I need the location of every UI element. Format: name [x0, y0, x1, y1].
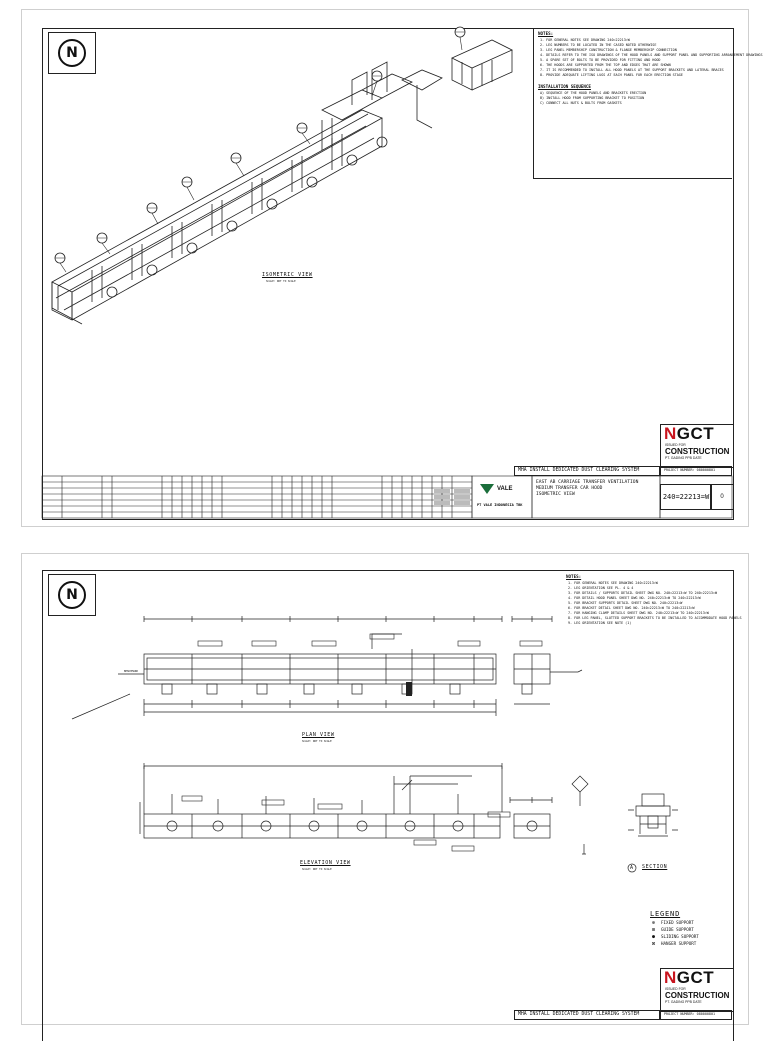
note-item: 1. FOR GENERAL NOTES SEE DRAWING 240=22213=W	[540, 38, 630, 42]
note-item: 2. LEG ORIENTATION SEE PL. 4 & 4	[568, 586, 634, 590]
legend-item: ⊞ GUIDE SUPPORT	[651, 926, 694, 933]
plan-view-label: PLAN VIEW	[302, 732, 335, 738]
issued-for-label: ISSUED FOR	[665, 443, 686, 447]
legend-heading: LEGEND	[650, 910, 681, 918]
vale-logo-icon	[480, 484, 494, 494]
note-item: 1. FOR GENERAL NOTES SEE DRAWING 240=22213=W	[568, 581, 658, 585]
fixed-support-icon: ⊕	[651, 919, 655, 926]
note-item: 9. LEG ORIENTATION SEE NOTE (1)	[568, 621, 632, 625]
sequence-item: C) CONNECT ALL NUTS & BOLTS FROM GASKETS	[540, 101, 622, 105]
drawing-number: 240=22213=W	[660, 484, 712, 510]
note-item: 7. FOR HANGING CLAMP DETAILS SHEET DWG NO. 240=22213=W TO 240=22213=W	[568, 611, 709, 615]
sequence-item: A) SEQUENCE OF THE HOOD PANELS AND BRACKETS ERECTION	[540, 91, 647, 95]
description-line: ISOMETRIC VIEW	[536, 492, 575, 497]
note-item: 3. LEG PANEL MEMBERSHIP CONSTRUCTION & FLANGE MEMBERSHIP CONNECTION	[540, 48, 677, 52]
project-title: MHA INSTALL DEDICATED DUST CLEARING SYSTEM	[514, 466, 660, 476]
project-number: PROJECT NUMBER: 080000801	[660, 1010, 732, 1020]
note-item: 5. A SPARE SET OF BOLTS TO BE PROVIDED FOR FITTING AND HOOD	[540, 58, 661, 62]
guide-support-icon: ⊞	[651, 926, 655, 933]
support-legend	[650, 910, 740, 947]
hanger-support-icon: ⊠	[651, 940, 655, 947]
sequence-item: B) INSTALL HOOD FROM SUPPORTING BRACKET TO POSITION	[540, 96, 645, 100]
note-item: 4. DETAILS REFER TO THE ISO DRAWINGS OF THE HOOD PANELS AND SUPPORT PANEL AND SUPPORTING ARRANGEMENT DRAWINGS	[540, 53, 763, 57]
note-item: 8. PROVIDE ADEQUATE LIFTING LUGS AT EACH PANEL FOR EACH ERECTION STAGE	[540, 73, 683, 77]
legend-item: ⊕ FIXED SUPPORT	[651, 919, 694, 926]
signature-line: PT. GADING PPB DATE	[665, 1000, 702, 1004]
note-item: 6. FOR BRACKET DETAIL SHEET DWG NO. 240=22213=W TO 240=22213=W	[568, 606, 695, 610]
elevation-view-drawing	[22, 554, 748, 1024]
section-marker: A	[630, 865, 634, 871]
note-item: 3. FOR DETAILS / SUPPORTS DETAIL SHEET DWG NO. 240=22213=W TO 240=22213=W	[568, 591, 718, 595]
scale-label: SCALE: NOT TO SCALE	[302, 868, 332, 871]
section-view-label: SECTION	[642, 864, 668, 870]
revision-number: 0	[710, 484, 734, 510]
note-item: 2. LEG NUMBERS TO BE LOCATED IN THE CASED NOTED OTHERWISE	[540, 43, 657, 47]
north-arrow-icon: N	[58, 39, 86, 67]
gct-construction-stamp	[660, 968, 734, 1012]
description-line: EAST AB CARRIAGE TRANSFER VENTILATION	[536, 480, 639, 485]
elevation-view-label: ELEVATION VIEW	[300, 860, 351, 866]
installation-sequence-heading: INSTALLATION SEQUENCE	[538, 84, 591, 89]
signature-line: PT. GADING PPB DATE	[665, 456, 702, 460]
notes-heading: NOTES:	[538, 31, 554, 36]
project-number: PROJECT NUMBER: 080000801	[660, 466, 732, 476]
drawing-sheet-isometric	[22, 10, 763, 526]
legend-item: ⊠ HANGER SUPPORT	[651, 940, 697, 947]
description-line: MEDIUM TRANSFER CAR HOOD	[536, 486, 603, 491]
project-title: MHA INSTALL DEDICATED DUST CLEARING SYSTEM	[514, 1010, 660, 1020]
issued-for-label: ISSUED FOR	[665, 987, 686, 991]
note-item: 8. FOR LEG PANEL, SLOTTED SUPPORT BRACKETS TO BE INSTALLED TO ACCOMMODATE HOOD PANELS	[568, 616, 742, 620]
drawing-sheet-plan-elevation	[22, 554, 748, 1024]
construction-label: CONSTRUCTION	[665, 991, 730, 1000]
gct-logo: NGCT	[664, 968, 715, 987]
legend-item: ● SLIDING SUPPORT	[651, 933, 699, 940]
scale-label: SCALE: NOT TO SCALE	[266, 280, 296, 283]
sliding-support-icon: ●	[651, 933, 655, 940]
drawing-description	[536, 480, 638, 498]
isometric-view-label: ISOMETRIC VIEW	[262, 272, 313, 278]
gct-logo: NGCT	[664, 424, 715, 443]
north-arrow-icon: N	[58, 581, 86, 609]
construction-label: CONSTRUCTION	[665, 447, 730, 456]
benchmark-label: BENCHMARK	[124, 670, 139, 673]
note-item: 6. THE HOODS ARE SUPPORTED FROM THE TOP AND EDGES THAT ARE SHOWN	[540, 63, 671, 67]
notes-heading: NOTES:	[566, 574, 582, 579]
note-item: 5. FOR BRACKET SUPPORTS DETAIL SHEET DWG NO. 240=22213=W	[568, 601, 683, 605]
note-item: 7. IT IS RECOMMENDED TO INSTALL ALL HOOD PANELS AT THE SUPPORT BRACKETS AND LATERAL BRACES	[540, 68, 724, 72]
note-item: 4. FOR DETAIL HOOD PANEL SHEET DWG NO. 240=22213=W TO 240=22213=W	[568, 596, 701, 600]
revision-table-grid	[22, 10, 763, 526]
company-name: PT VALE INDONESIA TBK	[477, 503, 523, 507]
vale-logo: VALE	[480, 484, 513, 494]
scale-label: SCALE: NOT TO SCALE	[302, 740, 332, 743]
